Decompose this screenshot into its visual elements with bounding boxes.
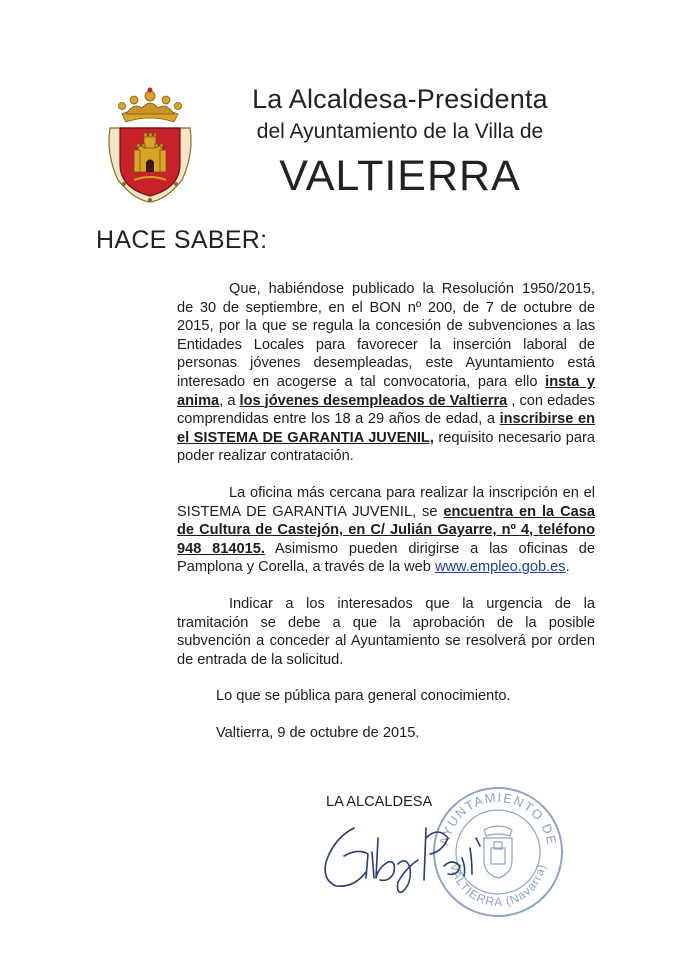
letterhead-title <box>210 82 590 202</box>
p2-text-3: . <box>565 559 570 576</box>
p3-text: Indicar a los interesados que la urgencia de la tramitación se debe a que la aprobación de la posible subvención a conceder al Ayuntamiento se resolverá por orden de entrada de la solicitud. <box>177 595 595 668</box>
date-line: Valtierra, 9 de octubre de 2015. <box>216 724 420 741</box>
p1-text-1: Que, habiéndose publicado la Resolución 1950/2015, de 30 de septiembre, en el BON nº 200, de 7 de octubre de 2015, por la que se regula la concesión de subvenciones a las Entidades Locales para favorecer la inserción laboral de personas jóvenes desempleadas, este Ayuntamiento está interesado en acogerse a tal convocatoria, para ello <box>177 281 595 390</box>
p1-bold-2: los jóvenes desempleados de Valtierra <box>239 392 508 409</box>
document-body <box>177 280 595 760</box>
stamp-top-text: AYUNTAMIENTO DE <box>436 789 560 847</box>
paragraph-4: Lo que se pública para general conocimiento. <box>216 688 511 705</box>
title-line-2: del Ayuntamiento de la Villa de <box>256 120 544 143</box>
coat-of-arms-icon <box>104 84 196 204</box>
signature-label: LA ALCALDESA <box>326 794 433 810</box>
p1-text-3: , con edades comprendidas entre los 18 a 29 años de edad, a <box>177 392 595 428</box>
p2-text-2: Asimismo pueden dirigirse a las oficinas de Pamplona y Corella, a través de la web <box>177 540 595 576</box>
paragraph-3 <box>177 595 595 669</box>
p1-bold-1: insta y anima <box>177 373 595 409</box>
p2-bold-1: encuentra en la Casa de Cultura de Castejón, en C/ Julián Gayarre, nº 4, teléfono 948 814015. <box>177 503 595 557</box>
paragraph-2 <box>177 484 595 577</box>
paragraph-1 <box>177 280 595 466</box>
title-line-1: La Alcaldesa-Presidenta <box>252 84 548 114</box>
p1-bold-3: inscribirse en el SISTEMA DE GARANTIA JUVENIL, <box>177 411 595 446</box>
title-line-3: VALTIERRA <box>279 152 521 200</box>
handwritten-signature <box>314 808 494 894</box>
empleo-website-link[interactable]: www.empleo.gob.es <box>434 559 566 576</box>
hace-saber-heading: HACE SABER: <box>96 226 268 254</box>
p2-text-1: La oficina más cercana para realizar la inscripción en el SISTEMA DE GARANTIA JUVENIL, se <box>177 484 595 520</box>
p1-text-2: , a <box>219 392 240 409</box>
p1-text-4: requisito necesario para poder realizar contratación. <box>177 429 596 465</box>
stamp-bottom-text: VALTIERRA (Navarra) <box>447 862 549 910</box>
